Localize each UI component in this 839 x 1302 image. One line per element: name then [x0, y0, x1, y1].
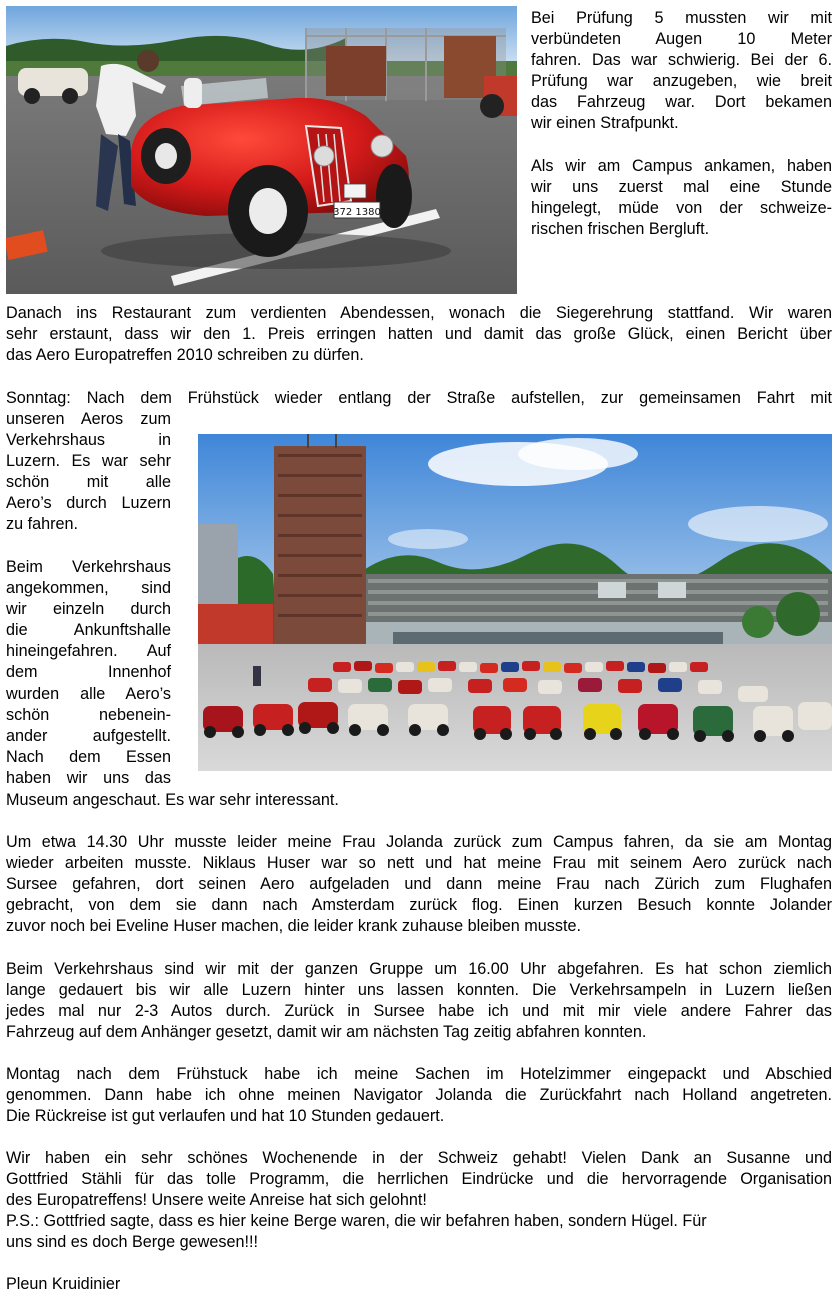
text-line: Nach dem Essen: [6, 747, 171, 766]
text-line: Sursee gefahren, dort seinen Aero aufgeladen und dann meine Frau nach Zürich zum Flughafen: [6, 875, 832, 894]
paragraph-verkehrshaus-column: [6, 557, 171, 789]
text-line: Wir haben ein sehr schönes Wochenende in der Schweiz gehabt! Vielen Dank an Susanne und: [6, 1149, 832, 1167]
text-line: wir einen Strafpunkt.: [531, 114, 679, 133]
text-line: Beim Verkehrshaus sind wir mit der ganzen Gruppe um 16.00 Uhr abgefahren. Es hat schon ziemlich: [6, 960, 832, 978]
text-line: Gottfried Stähli für das tolle Programm, die herrlichen Eindrücke und die hervorragende Organisation: [6, 1170, 832, 1189]
text-line: angekommen, sind: [6, 579, 171, 598]
text-line: zuvor noch bei Eveline Huser machen, die leider krank zuhause bleiben musste.: [6, 917, 581, 936]
photo-red-roadster: [6, 6, 517, 294]
text-line: gebracht, von dem sie dann nach Amsterdam zurück flog. Einen kurzen Besuch konnte Jolander: [6, 896, 832, 915]
text-line: wurden alle Aero’s: [6, 684, 171, 703]
text-line: verbündeten Augen 10 Meter: [531, 30, 832, 49]
text-line: uns sind es doch Berge gewesen!!!: [6, 1233, 258, 1252]
text-line: Als wir am Campus ankamen, haben: [531, 157, 832, 175]
text-line: Bei Prüfung 5 mussten wir mit: [531, 9, 832, 27]
text-line: Die Rückreise ist gut verlaufen und hat 10 Stunden gedauert.: [6, 1107, 445, 1126]
text-line: wir uns zuerst mal eine Stunde: [531, 178, 832, 197]
text-line: hingelegt, müde von der schweize-: [531, 199, 832, 218]
text-line: rischen frischen Bergluft.: [531, 220, 710, 239]
text-line: sehr erstaunt, dass wir den 1. Preis erringen hatten und damit das große Glück, einen Bericht über: [6, 325, 832, 344]
text-line: P.S.: Gottfried sagte, dass es hier keine Berge waren, die wir befahren haben, sondern Hügel. Für: [6, 1212, 707, 1230]
text-line: des Europatreffens! Unsere weite Anreise hat sich gelohnt!: [6, 1191, 427, 1210]
text-line: Fahrzeug auf dem Anhänger gesetzt, damit wir am nächsten Tag zeitig abfahren konnten.: [6, 1023, 647, 1042]
text-line: wir einzeln durch: [6, 600, 171, 619]
paragraph-pruefung: [531, 8, 832, 135]
paragraph-campus-ankunft: [531, 156, 832, 240]
text-line: Luzern. Es war sehr: [6, 452, 171, 471]
text-line: schön mit alle: [6, 473, 171, 492]
text-line: wieder arbeiten musste. Niklaus Huser war so nett und hat meine Frau mit seinem Aero zurück nach: [6, 854, 832, 873]
photo-verkehrshaus-aeros: [198, 434, 832, 771]
text-line: hineingefahren. Auf: [6, 642, 171, 661]
text-line: haben wir uns das: [6, 768, 171, 787]
text-line: unseren Aeros zum: [6, 410, 171, 428]
paragraph-montag: [6, 1064, 832, 1127]
paragraph-sonntag-start: [6, 388, 832, 409]
license-plate-text: 372 1380: [333, 207, 381, 218]
text-line: Danach ins Restaurant zum verdienten Abendessen, wonach die Siegerehrung stattfand. Wir waren: [6, 304, 832, 322]
text-line: Aero’s durch Luzern: [6, 494, 171, 513]
paragraph-ps: [6, 1211, 832, 1253]
text-line: Montag nach dem Frühstuck habe ich meine Sachen im Hotelzimmer eingepackt und Abschied: [6, 1065, 832, 1083]
text-line: jedes mal nur 2-3 Autos durch. Zurück in Sursee habe ich und mit mir viele andere Fahrer das: [6, 1002, 832, 1021]
author-name: Pleun Kruidinier: [6, 1275, 121, 1293]
text-line: das Fahrzeug war. Dort bekamen: [531, 93, 832, 112]
paragraph-museum: [6, 790, 832, 811]
paragraph-abfahrt: [6, 959, 832, 1043]
paragraph-abendessen: [6, 303, 832, 366]
text-line: schön nebenein-: [6, 705, 171, 724]
text-line: ander aufgestellt.: [6, 726, 171, 745]
text-line: dem Innenhof: [6, 663, 171, 682]
text-line: das Aero Europatreffen 2010 schreiben zu dürfen.: [6, 346, 364, 365]
text-line: die Ankunftshalle: [6, 621, 171, 640]
text-line: Verkehrshaus in: [6, 431, 171, 450]
text-line: zu fahren.: [6, 515, 78, 534]
text-line: Beim Verkehrshaus: [6, 558, 171, 576]
text-line: Um etwa 14.30 Uhr musste leider meine Frau Jolanda zurück zum Campus fahren, da sie am Montag: [6, 833, 832, 851]
text-line: fahren. Das war schwierig. Bei der 6.: [531, 51, 832, 70]
paragraph-wochenende: [6, 1148, 832, 1211]
text-line: lange gedauert bis wir alle Luzern hinter uns lassen konnten. Die Verkehrsampeln in Luzern ließen: [6, 981, 832, 1000]
text-line: Sonntag: Nach dem Frühstück wieder entlang der Straße aufstellen, zur gemeinsamen Fahrt mit: [6, 389, 832, 407]
author-signature: [6, 1274, 832, 1295]
text-line: genommen. Dann habe ich ohne meinen Navigator Jolanda die Zurückfahrt nach Holland angetreten.: [6, 1086, 832, 1105]
text-line: Prüfung war anzugeben, wie breit: [531, 72, 832, 91]
paragraph-sonntag-column: [6, 409, 171, 536]
text-line: Museum angeschaut. Es war sehr interessant.: [6, 791, 339, 809]
paragraph-jolanda: [6, 832, 832, 937]
